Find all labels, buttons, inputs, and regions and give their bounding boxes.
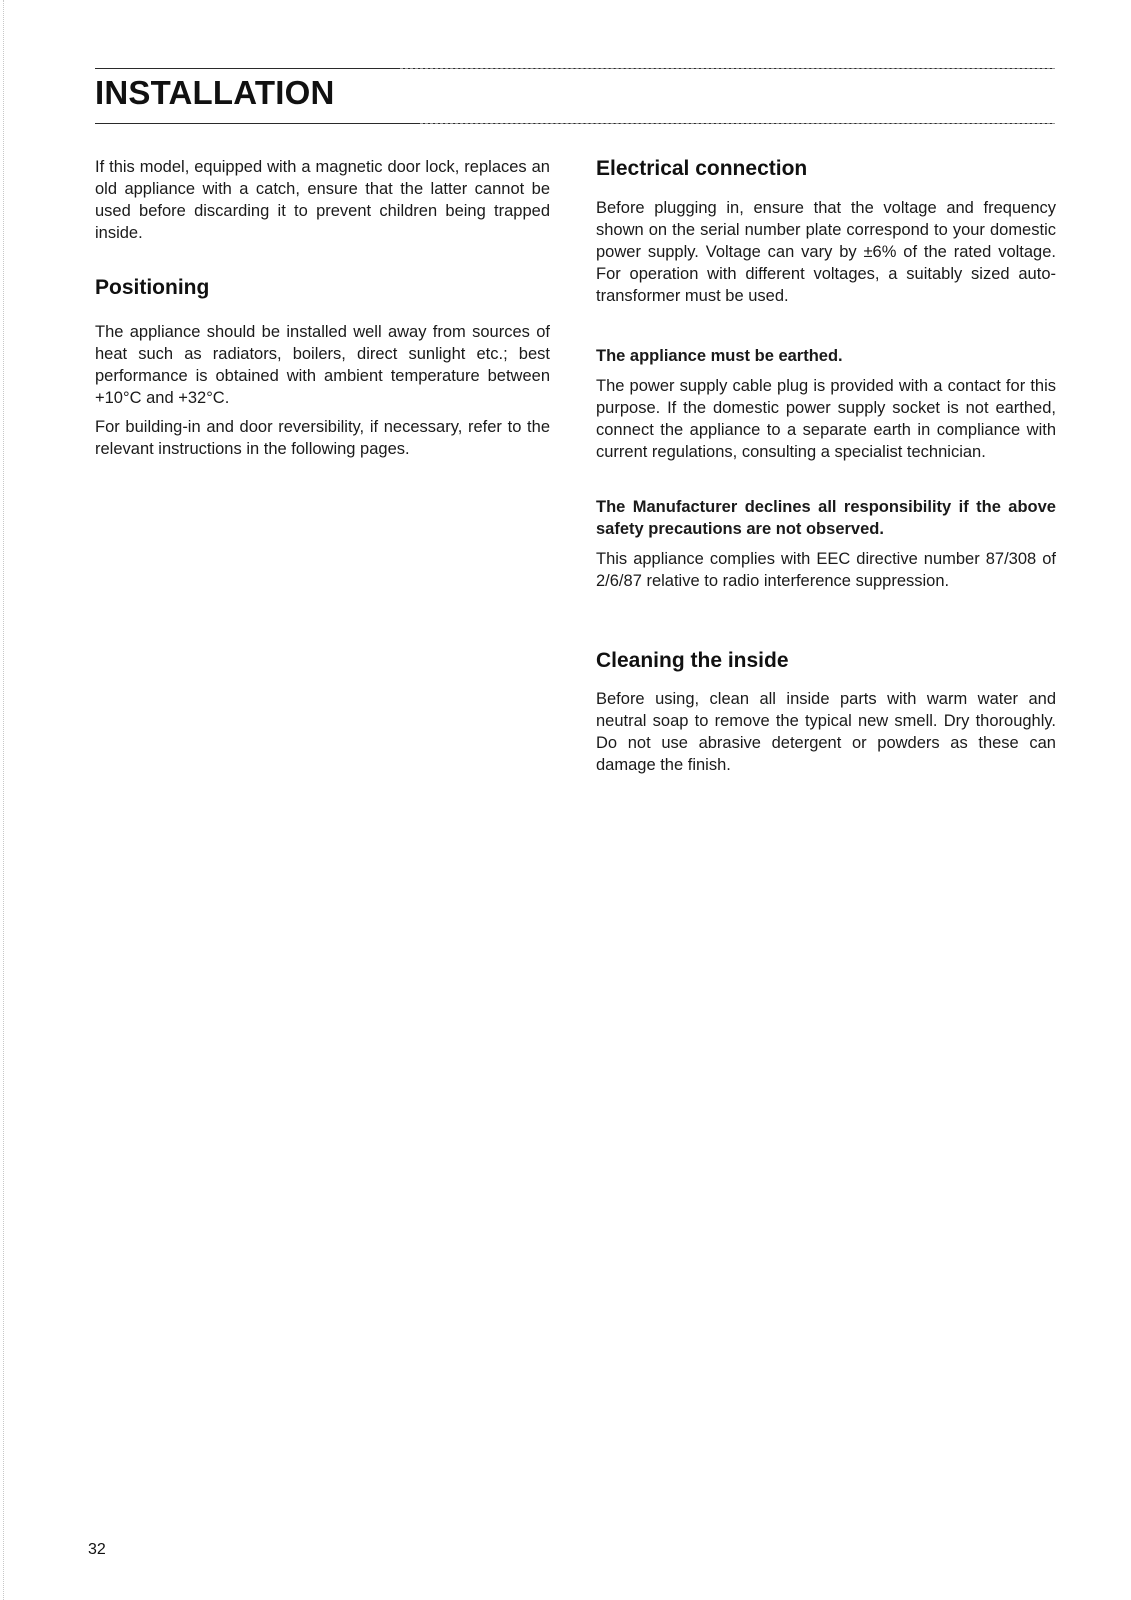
- page-title: INSTALLATION: [95, 74, 335, 111]
- positioning-section: [95, 276, 550, 300]
- electrical-paragraph-1: Before plugging in, ensure that the voltage and frequency shown on the serial number plate correspond to your domestic power supply. Voltage can vary by ±6% of the rated voltage. For operation with different voltages, a suitably sized auto-transformer must be used.: [596, 199, 1056, 305]
- electrical-heading: Electrical connection: [596, 157, 808, 180]
- positioning-paragraph-1: The appliance should be installed well away from sources of heat such as radiators, boilers, direct sunlight etc.; best performance is obtained with ambient temperature between +10°C and +32°C.: [95, 323, 550, 407]
- electrical-paragraph-2: The power supply cable plug is provided with a contact for this purpose. If the domestic power supply socket is not earthed, connect the appliance to a separate earth in compliance with current regulations, consulting a specialist technician.: [596, 377, 1056, 461]
- electrical-body-1: [596, 197, 1056, 307]
- scan-margin-line: [3, 0, 4, 1600]
- positioning-paragraph-2: For building-in and door reversibility, if necessary, refer to the relevant instructions in the following pages.: [95, 418, 550, 458]
- intro-section: [95, 156, 550, 244]
- electrical-section: [596, 157, 1056, 181]
- page-number: 32: [88, 1541, 106, 1558]
- positioning-body-2: [95, 416, 550, 460]
- earthed-notice: [596, 345, 1056, 367]
- title-bottom-rule-faded: [420, 123, 1055, 124]
- title-top-rule-faded: [400, 68, 1055, 69]
- cleaning-paragraph: Before using, clean all inside parts with warm water and neutral soap to remove the typical new smell. Dry thoroughly. Do not use abrasive detergent or powders as these can damage the finish.: [596, 690, 1056, 774]
- electrical-paragraph-3: This appliance complies with EEC directive number 87/308 of 2/6/87 relative to radio interference suppression.: [596, 550, 1056, 590]
- positioning-heading: Positioning: [95, 276, 210, 299]
- electrical-body-2: [596, 375, 1056, 463]
- cleaning-body: [596, 688, 1056, 776]
- earthed-paragraph: The appliance must be earthed.: [596, 347, 843, 365]
- cleaning-heading: Cleaning the inside: [596, 649, 789, 672]
- positioning-body: [95, 321, 550, 409]
- intro-paragraph: If this model, equipped with a magnetic door lock, replaces an old appliance with a catch, ensure that the latter cannot be used before discarding it to prevent children being trapped inside.: [95, 158, 550, 242]
- warning-paragraph: The Manufacturer declines all responsibility if the above safety precautions are not observed.: [596, 498, 1056, 538]
- manufacturer-warning: [596, 496, 1056, 540]
- electrical-body-3: [596, 548, 1056, 592]
- cleaning-section: [596, 649, 1056, 673]
